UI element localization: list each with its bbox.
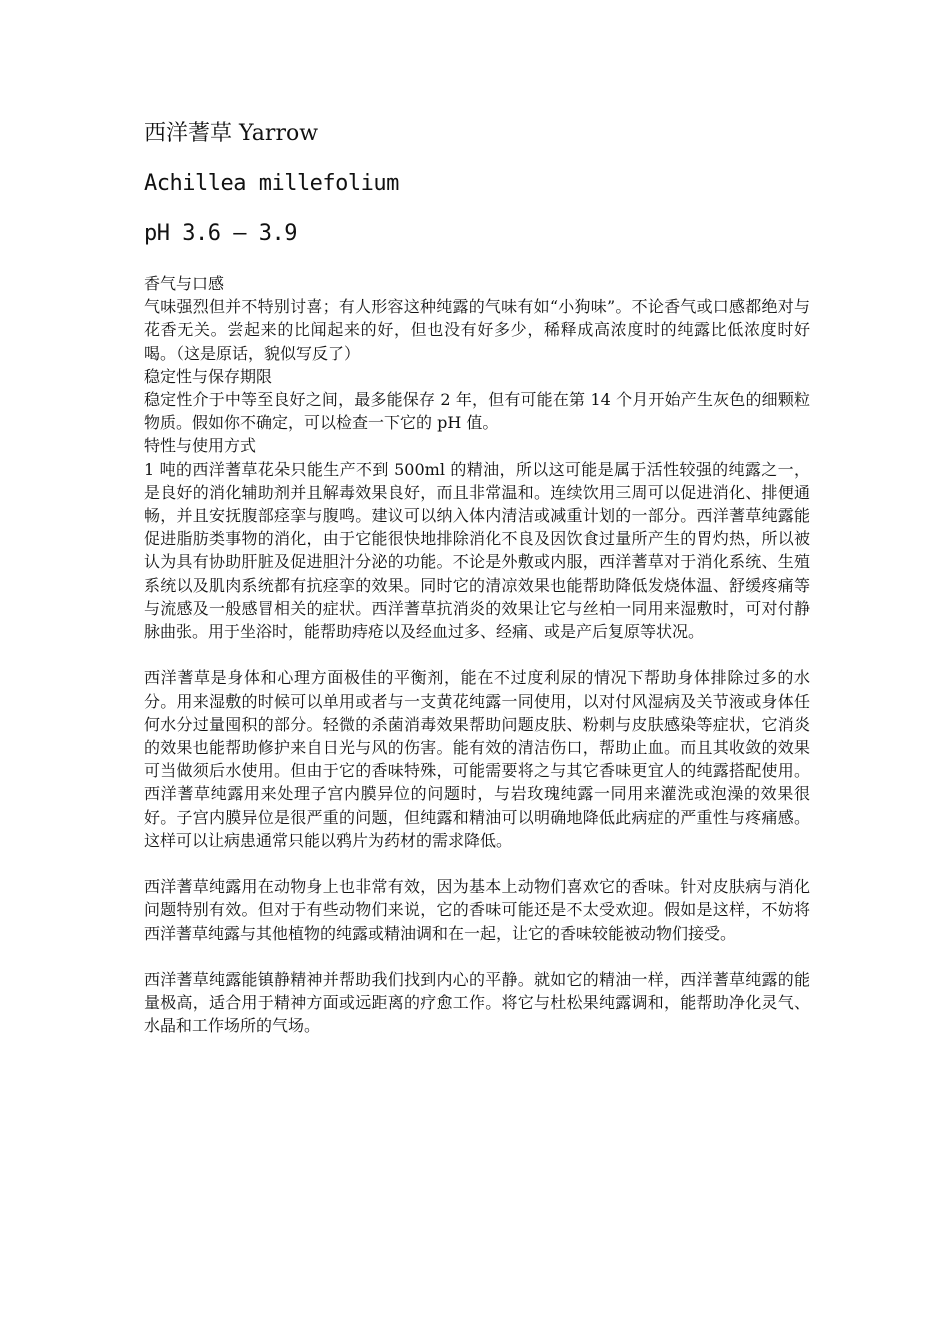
usage-paragraph: 1 吨的西洋蓍草花朵只能生产不到 500ml 的精油，所以这可能是属于活性较强的纯露之一，是良好的消化辅助剂并且解毒效果良好，而且非常温和。连续饮用三周可以促进消化、排便通畅，并且安抚腹部痉挛与腹鸣。建议可以纳入体内清洁或减重计划的一部分。西洋蓍草纯露能促进脂肪类事物的消化，由于它能很快地排除消化不良及因饮食过量所产生的胃灼热，所以被认为具有协助肝脏及促进胆汁分泌的功能。不论是外敷或内服，西洋蓍草对于消化系统、生殖系统以及肌肉系统都有抗痉挛的效果。同时它的清凉效果也能帮助降低发烧体温、舒缓疼痛等与流感及一般感冒相关的症状。西洋蓍草抗消炎的效果让它与丝柏一同用来湿敷时，可对付静脉曲张。用于坐浴时，能帮助痔疮以及经血过多、经痛、或是产后复原等状况。 [144, 459, 810, 642]
aroma-text: 气味强烈但并不特别讨喜；有人形容这种纯露的气味有如“小狗味”。不论香气或口感都绝对与花香无关。尝起来的比闻起来的好，但也没有好多少，稀释成高浓度时的纯露比低浓度时好喝。（这是原话，貌似写反了） [144, 297, 810, 363]
usage-heading: 特性与使用方式 [144, 436, 257, 456]
aroma-heading: 香气与口感 [144, 274, 225, 293]
paragraph-spacer [144, 945, 810, 968]
usage-paragraph: 西洋蓍草纯露能镇静精神并帮助我们找到内心的平静。就如它的精油一样，西洋蓍草纯露的能量极高，适合用于精神方面或远距离的疗愈工作。将它与杜松果纯露调和，能帮助净化灵气、水晶和工作场所的气场。 [144, 970, 810, 1036]
latin-name: Achillea millefolium [144, 171, 399, 196]
stability-heading: 稳定性与保存期限 [144, 366, 273, 386]
usage-paragraph: 西洋蓍草是身体和心理方面极佳的平衡剂，能在不过度利尿的情况下帮助身体排除过多的水分。用来湿敷的时候可以单用或者与一支黄花纯露一同使用，以对付风湿病及关节液或身体任何水分过量囤积的部分。轻微的杀菌消毒效果帮助问题皮肤、粉刺与皮肤感染等症状，它消炎的效果也能帮助修护来自日光与风的伤害。能有效的清洁伤口，帮助止血。而且其收敛的效果可当做须后水使用。但由于它的香味特殊，可能需要将之与其它香味更宜人的纯露搭配使用。西洋蓍草纯露用来处理子宫内膜异位的问题时，与岩玫瑰纯露一同用来灌洗或泡澡的效果很好。子宫内膜异位是很严重的问题，但纯露和精油可以明确地降低此病症的严重性与疼痛感。这样可以让病患通常只能以鸦片为药材的需求降低。 [144, 668, 810, 850]
document-page [144, 112, 810, 1038]
stability-text: 稳定性介于中等至良好之间，最多能保存 2 年，但有可能在第 14 个月开始产生灰色的细颗粒物质。假如你不确定，可以检查一下它的 pH 值。 [144, 390, 810, 433]
paragraph-spacer [144, 852, 810, 875]
usage-paragraph: 西洋蓍草纯露用在动物身上也非常有效，因为基本上动物们喜欢它的香味。针对皮肤病与消化问题特别有效。但对于有些动物们来说，它的香味可能还是不太受欢迎。假如是这样，不妨将西洋蓍草纯露与其他植物的纯露或精油调和在一起，让它的香味较能被动物们接受。 [144, 877, 810, 943]
document-title: 西洋蓍草 Yarrow [144, 121, 319, 146]
paragraph-spacer [144, 643, 810, 666]
ph-range: pH 3.6 – 3.9 [144, 221, 297, 246]
